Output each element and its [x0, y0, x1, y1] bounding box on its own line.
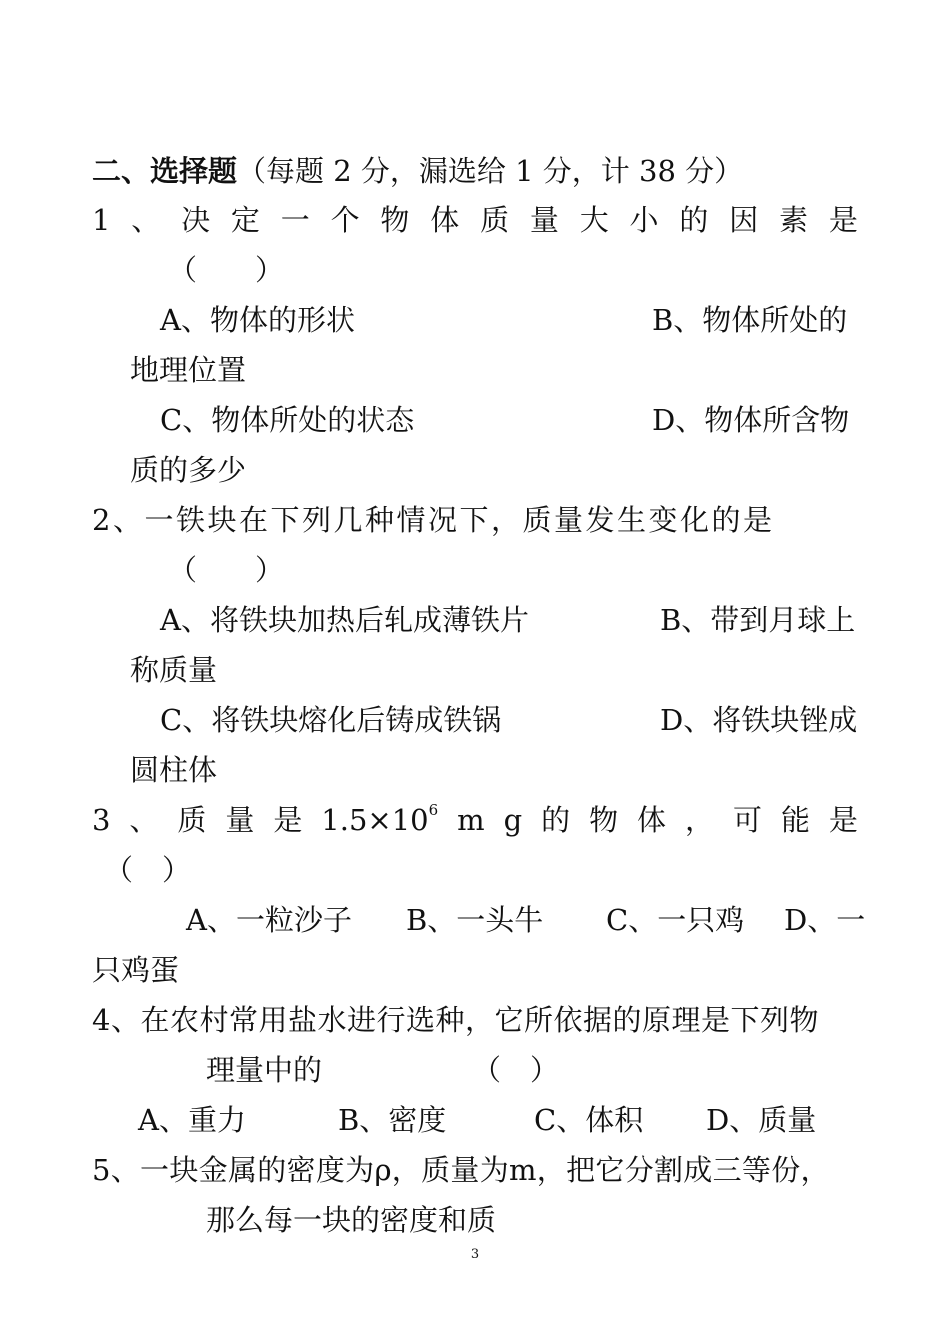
question-1-option-a: A、物体的形状 — [160, 303, 355, 337]
question-1-option-d-cont: 质的多少 — [130, 453, 247, 487]
question-1-answer-paren: （ ） — [168, 253, 285, 287]
section-title-note: （每题 2 分，漏选给 1 分，计 38 分） — [237, 154, 744, 188]
stem-char: 质 — [480, 203, 510, 237]
stem-char: 可 — [732, 803, 762, 837]
question-5-stem: 5、一块金属的密度为ρ，质量为m，把它分割成三等份， — [92, 1153, 830, 1187]
stem-char: 是 — [828, 203, 858, 237]
question-2-option-c: C、将铁块熔化后铸成铁锅 — [160, 703, 502, 737]
stem-char: 体 — [430, 203, 460, 237]
question-2-option-d: D、将铁块锉成 — [660, 703, 858, 737]
question-2-answer-paren: （ ） — [168, 553, 285, 587]
question-3-option-b: B、一头牛 — [406, 903, 544, 937]
stem-char: 大 — [579, 203, 609, 237]
question-4-option-a: A、重力 — [138, 1103, 246, 1137]
question-3-answer-paren: （ ） — [104, 853, 192, 887]
stem-char: 决 — [181, 203, 211, 237]
question-4-stem-cont: 理量中的 — [206, 1053, 323, 1087]
question-2-option-b-cont: 称质量 — [130, 653, 218, 687]
stem-char: 的 — [541, 803, 571, 837]
stem-char: 的 — [679, 203, 709, 237]
section-title-bold: 二、选择题 — [92, 154, 238, 188]
question-3-option-a: A、一粒沙子 — [186, 903, 352, 937]
question-3-option-c: C、一只鸡 — [606, 903, 745, 937]
stem-char: 体 — [637, 803, 667, 837]
stem-char: 一 — [280, 203, 310, 237]
question-1-option-b: B、物体所处的 — [652, 303, 848, 337]
stem-char: 量 — [529, 203, 559, 237]
stem-char: g — [503, 803, 523, 837]
question-4-stem: 4、在农村常用盐水进行选种，它所依据的原理是下列物 — [92, 1003, 819, 1037]
stem-char: 3 — [92, 803, 111, 837]
question-3-option-d-cont: 只鸡蛋 — [92, 953, 180, 987]
stem-char: 物 — [380, 203, 410, 237]
question-1-option-d: D、物体所含物 — [652, 403, 850, 437]
question-1-option-c: C、物体所处的状态 — [160, 403, 415, 437]
stem-char: 质 — [177, 803, 207, 837]
stem-char: 定 — [230, 203, 260, 237]
stem-char: 个 — [330, 203, 360, 237]
stem-char: 1 — [92, 203, 111, 237]
question-4-option-b: B、密度 — [338, 1103, 447, 1137]
section-title — [92, 154, 744, 188]
question-4-answer-paren: （ ） — [472, 1053, 560, 1087]
question-1-option-b-cont: 地理位置 — [130, 353, 247, 387]
question-2-option-a: A、将铁块加热后轧成薄铁片 — [160, 603, 529, 637]
question-1-stem — [92, 203, 858, 237]
stem-char: 能 — [780, 803, 810, 837]
question-2-option-d-cont: 圆柱体 — [130, 753, 218, 787]
question-3-option-d: D、一 — [784, 903, 866, 937]
mass-base: 1.5×10 — [321, 803, 429, 837]
question-4-option-c: C、体积 — [534, 1103, 644, 1137]
stem-char: 量 — [225, 803, 255, 837]
question-3-stem — [92, 801, 858, 837]
stem-char: 素 — [779, 203, 809, 237]
question-5-stem-cont: 那么每一块的密度和质 — [206, 1203, 497, 1237]
stem-char: ， — [685, 803, 715, 837]
stem-char: 、 — [131, 203, 161, 237]
stem-char: m — [457, 803, 485, 837]
page-number: 3 — [470, 1247, 480, 1262]
question-2-option-b: B、带到月球上 — [660, 603, 856, 637]
stem-char: 是 — [828, 803, 858, 837]
stem-char: 是 — [273, 803, 303, 837]
stem-char: 、 — [129, 803, 159, 837]
question-4-option-d: D、质量 — [706, 1103, 817, 1137]
stem-char: 小 — [629, 203, 659, 237]
mass-exponent: 6 — [428, 801, 439, 820]
mass-value — [321, 801, 439, 837]
stem-char: 因 — [729, 203, 759, 237]
question-2-stem: 2、一铁块在下列几种情况下，质量发生变化的是 — [92, 503, 775, 537]
stem-char: 物 — [589, 803, 619, 837]
